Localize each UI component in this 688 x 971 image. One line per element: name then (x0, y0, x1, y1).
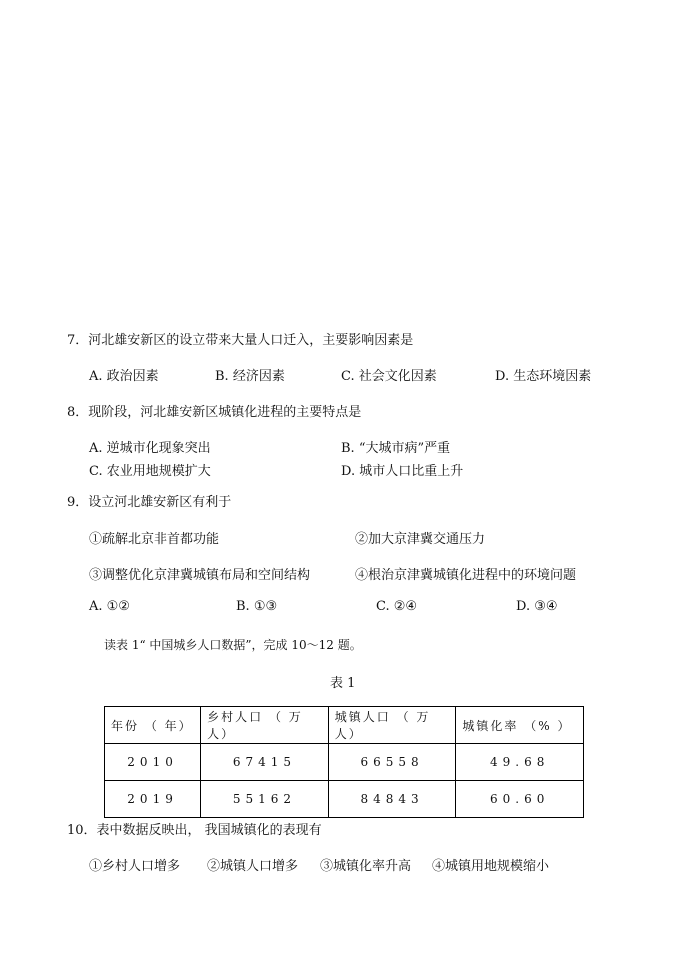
question-7-option-c: C. 社会文化因素 (341, 369, 437, 384)
cell-rural: 55162 (201, 781, 329, 818)
table-header-row (105, 707, 584, 744)
question-10-item-2: ②城镇人口增多 (207, 859, 299, 874)
question-7-option-d: D. 生态环境因素 (495, 369, 592, 384)
question-9-item-4: ④根治京津冀城镇化进程中的环境问题 (355, 568, 577, 583)
question-8-stem: 8．现阶段，河北雄安新区城镇化进程的主要特点是 (67, 405, 362, 420)
question-8-option-d: D. 城市人口比重上升 (341, 464, 464, 479)
question-9-option-d: D. ③④ (516, 599, 558, 614)
question-7-option-b: B. 经济因素 (215, 369, 285, 384)
header-urbanization-rate: 城镇化率 （% ） (456, 707, 584, 744)
table-caption: 表 1 (330, 676, 356, 691)
question-9-option-c: C. ②④ (376, 599, 418, 614)
question-9-stem: 9．设立河北雄安新区有利于 (67, 495, 232, 510)
question-10-stem: 10．表中数据反映出， 我国城镇化的表现有 (67, 823, 322, 838)
header-year: 年份 （ 年） (105, 707, 201, 744)
header-rural-population: 乡村人口 （ 万人） (201, 707, 329, 744)
question-8-option-a: A. 逆城市化现象突出 (89, 441, 211, 456)
question-9-item-3: ③调整优化京津冀城镇布局和空间结构 (89, 568, 311, 583)
table-row (105, 744, 584, 781)
question-7-option-a: A. 政治因素 (89, 369, 159, 384)
population-table (104, 706, 584, 818)
question-10-item-3: ③城镇化率升高 (320, 859, 412, 874)
header-urban-population: 城镇人口 （ 万人） (328, 707, 456, 744)
question-9-option-a: A. ①② (89, 599, 130, 614)
question-7-stem: 7．河北雄安新区的设立带来大量人口迁入，主要影响因素是 (67, 333, 414, 348)
cell-rate: 60.60 (456, 781, 584, 818)
question-9-item-1: ①疏解北京非首都功能 (89, 532, 220, 547)
cell-urban: 66558 (328, 744, 456, 781)
question-10-item-1: ①乡村人口增多 (89, 859, 181, 874)
cell-year: 2019 (105, 781, 201, 818)
question-8-option-b: B. “大城市病”严重 (341, 441, 451, 456)
cell-rate: 49.68 (456, 744, 584, 781)
question-9-item-2: ②加大京津冀交通压力 (355, 532, 486, 547)
cell-year: 2010 (105, 744, 201, 781)
question-9-option-b: B. ①③ (236, 599, 278, 614)
table-instruction: 读表 1“ 中国城乡人口数据”，完成 10～12 题。 (104, 638, 362, 652)
table-row (105, 781, 584, 818)
cell-urban: 84843 (328, 781, 456, 818)
question-10-item-4: ④城镇用地规模缩小 (432, 859, 550, 874)
question-8-option-c: C. 农业用地规模扩大 (89, 464, 211, 479)
cell-rural: 67415 (201, 744, 329, 781)
